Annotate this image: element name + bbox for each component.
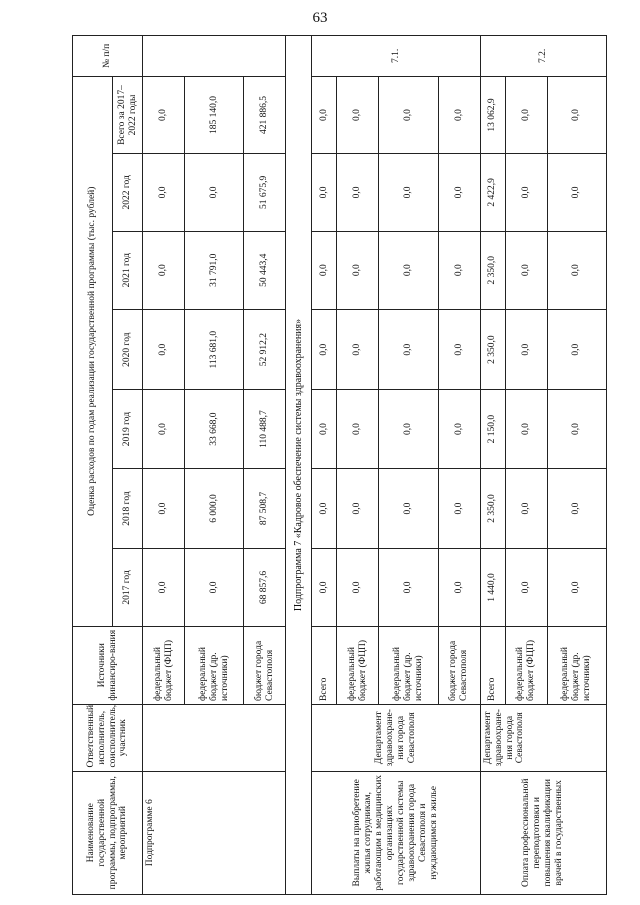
value-cell: 0,0 xyxy=(379,76,438,153)
source-cell: Всего xyxy=(480,626,505,704)
value-cell: 0,0 xyxy=(505,309,547,390)
value-cell: 0,0 xyxy=(547,549,606,626)
value-cell: 0,0 xyxy=(312,154,337,231)
value-cell: 2 150,0 xyxy=(480,390,505,468)
table-row xyxy=(312,36,337,895)
table-row xyxy=(143,36,185,895)
header-year: 2022 год xyxy=(113,154,143,231)
subprogram6-name: Подпрограмме 6 xyxy=(143,771,286,894)
value-cell: 0,0 xyxy=(312,231,337,309)
value-cell: 0,0 xyxy=(143,154,185,231)
value-cell: 0,0 xyxy=(379,231,438,309)
value-cell: 0,0 xyxy=(185,549,244,626)
value-cell: 0,0 xyxy=(143,390,185,468)
value-cell: 0,0 xyxy=(505,231,547,309)
value-cell: 421 886,5 xyxy=(244,76,286,153)
value-cell: 0,0 xyxy=(143,231,185,309)
item71-name: Выплаты на приобретение жилья сотрудникам, работающим в медицинских организациях государственной системы здравоохранения города Севастополя и нуждающимся в жилье xyxy=(312,771,480,894)
source-cell: бюджет города Севастополя xyxy=(438,626,480,704)
source-cell: федеральный бюджет (др. источники) xyxy=(547,626,606,704)
value-cell: 87 508,7 xyxy=(244,468,286,549)
budget-table xyxy=(72,35,607,895)
value-cell: 0,0 xyxy=(438,549,480,626)
budget-table-rotated xyxy=(72,35,607,895)
value-cell: 0,0 xyxy=(143,468,185,549)
value-cell: 185 140,0 xyxy=(185,76,244,153)
item71-exec: Департамент здравоохране-ния города Севастополя xyxy=(312,704,480,771)
value-cell: 0,0 xyxy=(337,390,379,468)
value-cell: 0,0 xyxy=(547,468,606,549)
source-cell: федеральный бюджет (ФЦП) xyxy=(505,626,547,704)
value-cell: 2 350,0 xyxy=(480,309,505,390)
value-cell: 31 791,0 xyxy=(185,231,244,309)
value-cell: 0,0 xyxy=(438,76,480,153)
value-cell: 13 062,9 xyxy=(480,76,505,153)
header-year: 2019 год xyxy=(113,390,143,468)
header-col-name: Наименование государственной программы, подпрограммы, мероприятий xyxy=(73,771,143,894)
header-col-exec: Ответственный исполнитель, соисполнитель, участник xyxy=(73,704,143,771)
value-cell: 0,0 xyxy=(337,468,379,549)
header-year: 2021 год xyxy=(113,231,143,309)
subprogram7-title: Подпрограмма 7 «Кадровое обеспечение системы здравоохранения» xyxy=(286,36,312,895)
value-cell: 0,0 xyxy=(438,154,480,231)
source-cell: федеральный бюджет (др. источники) xyxy=(185,626,244,704)
value-cell: 0,0 xyxy=(505,154,547,231)
value-cell: 2 350,0 xyxy=(480,468,505,549)
source-cell: федеральный бюджет (ФЦП) xyxy=(143,626,185,704)
subprogram7-title-row xyxy=(286,36,312,895)
value-cell: 0,0 xyxy=(185,154,244,231)
item72-exec: Департамент здравоохране-ния города Севастополя xyxy=(480,704,606,771)
header-year: 2018 год xyxy=(113,468,143,549)
value-cell: 0,0 xyxy=(438,231,480,309)
value-cell: 0,0 xyxy=(379,309,438,390)
value-cell: 0,0 xyxy=(438,390,480,468)
value-cell: 0,0 xyxy=(547,154,606,231)
value-cell: 0,0 xyxy=(547,231,606,309)
value-cell: 0,0 xyxy=(312,76,337,153)
header-col-num: № п/п xyxy=(73,36,143,77)
value-cell: 113 681,0 xyxy=(185,309,244,390)
value-cell: 0,0 xyxy=(312,468,337,549)
source-cell: бюджет города Севастополя xyxy=(244,626,286,704)
value-cell: 0,0 xyxy=(547,390,606,468)
value-cell: 0,0 xyxy=(547,309,606,390)
value-cell: 1 440,0 xyxy=(480,549,505,626)
value-cell: 0,0 xyxy=(337,76,379,153)
value-cell: 0,0 xyxy=(505,76,547,153)
value-cell: 0,0 xyxy=(505,549,547,626)
value-cell: 0,0 xyxy=(312,390,337,468)
header-year: 2020 год xyxy=(113,309,143,390)
source-cell: Всего xyxy=(312,626,337,704)
value-cell: 0,0 xyxy=(505,390,547,468)
value-cell: 0,0 xyxy=(337,154,379,231)
subprogram6-exec xyxy=(143,704,286,771)
header-year: 2017 год xyxy=(113,549,143,626)
value-cell: 0,0 xyxy=(379,468,438,549)
value-cell: 0,0 xyxy=(143,549,185,626)
subprogram6-num xyxy=(143,36,286,77)
value-cell: 6 000,0 xyxy=(185,468,244,549)
value-cell: 0,0 xyxy=(379,390,438,468)
value-cell: 50 443,4 xyxy=(244,231,286,309)
source-cell: федеральный бюджет (ФЦП) xyxy=(337,626,379,704)
item72-num: 7.2. xyxy=(480,36,606,77)
value-cell: 2 422,9 xyxy=(480,154,505,231)
value-cell: 0,0 xyxy=(438,309,480,390)
value-cell: 51 675,9 xyxy=(244,154,286,231)
source-cell: федеральный бюджет (др. источники) xyxy=(379,626,438,704)
value-cell: 0,0 xyxy=(379,154,438,231)
value-cell: 2 350,0 xyxy=(480,231,505,309)
header-col-group: Оценка расходов по годам реализации государственной программы (тыс. рублей) xyxy=(73,76,113,626)
item71-num: 7.1. xyxy=(312,36,480,77)
header-col-src: Источники финансиро-вания xyxy=(73,626,143,704)
value-cell: 0,0 xyxy=(337,549,379,626)
value-cell: 110 488,7 xyxy=(244,390,286,468)
value-cell: 0,0 xyxy=(337,309,379,390)
value-cell: 52 912,2 xyxy=(244,309,286,390)
value-cell: 68 857,6 xyxy=(244,549,286,626)
value-cell: 0,0 xyxy=(438,468,480,549)
value-cell: 0,0 xyxy=(505,468,547,549)
page-number: 63 xyxy=(312,10,328,26)
value-cell: 33 668,0 xyxy=(185,390,244,468)
value-cell: 0,0 xyxy=(337,231,379,309)
value-cell: 0,0 xyxy=(547,76,606,153)
table-row xyxy=(480,36,505,895)
value-cell: 0,0 xyxy=(312,309,337,390)
header-year: Всего за 2017–2022 годы xyxy=(113,76,143,153)
value-cell: 0,0 xyxy=(143,76,185,153)
value-cell: 0,0 xyxy=(143,309,185,390)
value-cell: 0,0 xyxy=(379,549,438,626)
header-row xyxy=(73,36,113,895)
value-cell: 0,0 xyxy=(312,549,337,626)
item72-name: Оплата профессиональной переподготовки и повышения квалификации врачей в государственных xyxy=(480,771,606,894)
